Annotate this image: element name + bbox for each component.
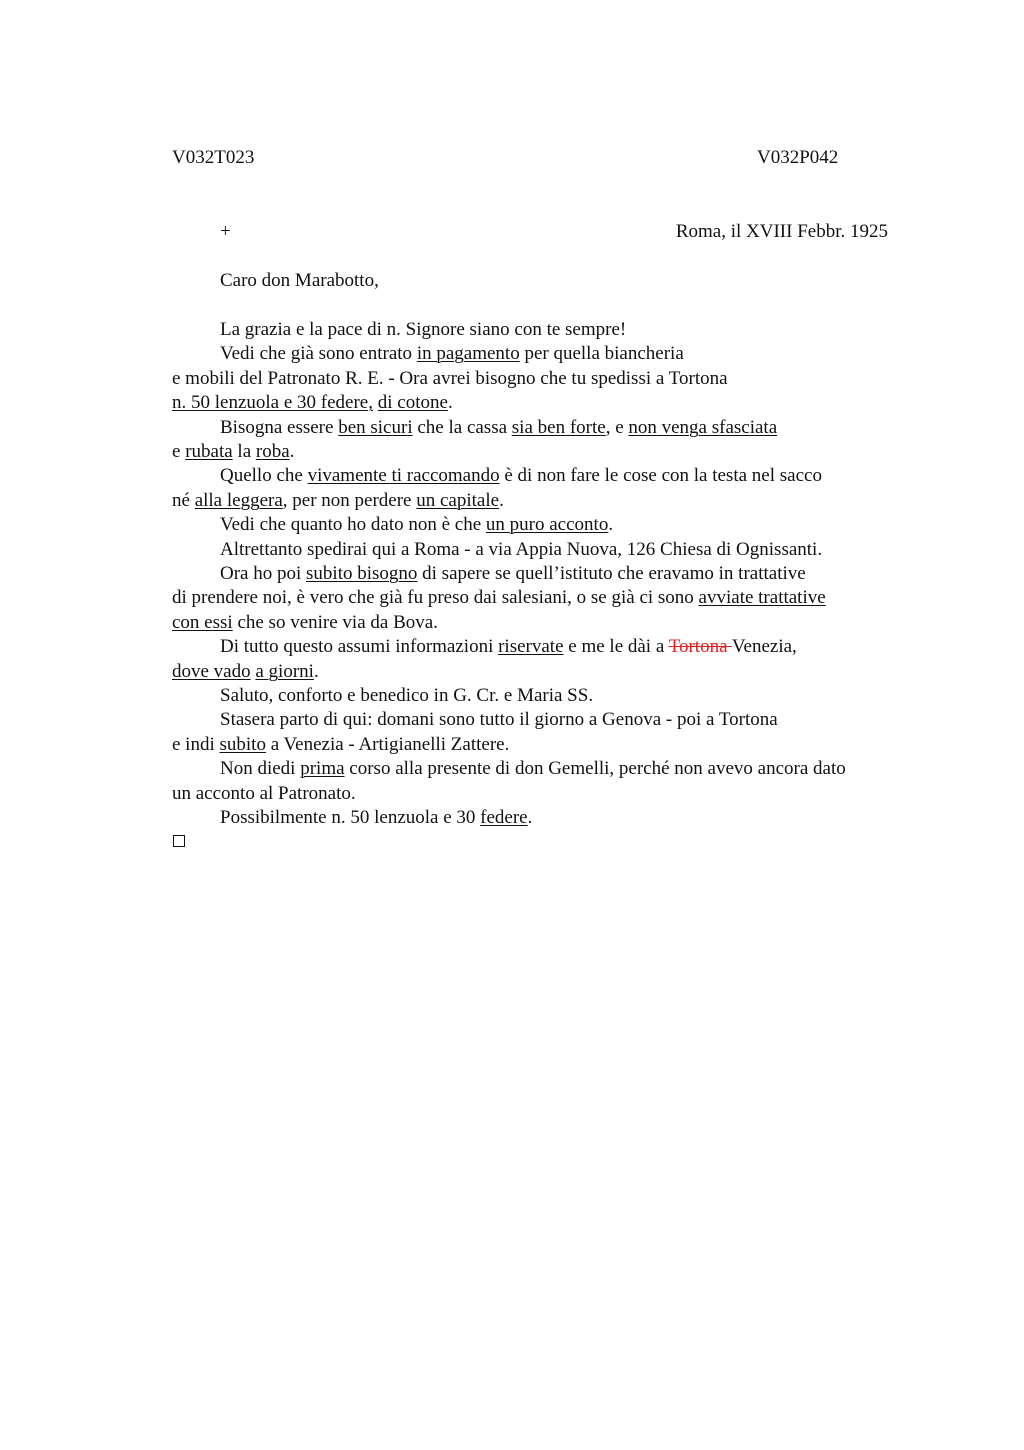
line-text: e indi xyxy=(172,734,220,755)
line-text: Quello che xyxy=(220,465,308,486)
underlined-text: prima xyxy=(300,758,345,779)
line-text: Vedi che già sono entrato xyxy=(220,343,417,364)
underlined-text: rubata xyxy=(185,441,233,462)
letter-line xyxy=(172,367,728,391)
line-text: un acconto al Patronato. xyxy=(172,783,356,804)
line-text: La grazia e la pace di n. Signore siano con te sempre! xyxy=(220,319,627,340)
line-text: , e xyxy=(605,417,629,438)
line-text: è di non fare le cose con la testa nel sacco xyxy=(499,465,822,486)
underlined-text: n. 50 lenzuola e 30 federe, xyxy=(172,392,373,413)
line-text: e xyxy=(172,441,186,462)
letter-line xyxy=(172,391,453,415)
underlined-text: ben sicuri xyxy=(338,417,413,438)
letter-line xyxy=(220,562,806,586)
line-text: Stasera parto di qui: domani sono tutto il giorno a Genova - poi a Tortona xyxy=(220,709,778,730)
end-of-letter-box xyxy=(173,835,185,847)
letter-line xyxy=(220,464,822,488)
deleted-text: Tortona xyxy=(668,636,732,657)
underlined-text: a giorni xyxy=(255,661,314,682)
line-text: Di tutto questo assumi informazioni xyxy=(220,636,499,657)
line-text: Non diedi xyxy=(220,758,301,779)
line-text: che la cassa xyxy=(412,417,512,438)
line-text: né xyxy=(172,490,195,511)
underlined-text: non venga sfasciata xyxy=(628,417,778,438)
document-code-right: V032P042 xyxy=(757,147,839,168)
underlined-text: sia ben forte xyxy=(511,417,606,438)
underlined-text: roba xyxy=(255,441,290,462)
letter-line xyxy=(172,782,356,806)
cross-mark: + xyxy=(220,221,231,242)
letter-line xyxy=(172,733,509,757)
letter-line xyxy=(220,708,778,732)
line-text: che so venire via da Bova. xyxy=(232,612,438,633)
line-text: di sapere se quell’istituto che eravamo in trattative xyxy=(417,563,806,584)
letter-line xyxy=(220,342,684,366)
underlined-text: dove vado xyxy=(172,661,251,682)
line-text: e me le dài a xyxy=(563,636,669,657)
line-text: corso alla presente di don Gemelli, perché non avevo ancora dato xyxy=(344,758,846,779)
line-text: e mobili del Patronato R. E. - Ora avrei bisogno che tu spedissi a Tortona xyxy=(172,368,728,389)
letter-line xyxy=(220,318,626,342)
underlined-text: subito bisogno xyxy=(306,563,418,584)
letter-line xyxy=(172,660,319,684)
underlined-text: avviate trattative xyxy=(698,587,826,608)
letter-line xyxy=(220,806,532,830)
line-text: . xyxy=(289,441,295,462)
line-text: la xyxy=(232,441,256,462)
letter-line xyxy=(220,416,777,440)
line-text: Bisogna essere xyxy=(220,417,339,438)
underlined-text: vivamente ti raccomando xyxy=(307,465,500,486)
underlined-text: con essi xyxy=(172,612,233,633)
line-text: . xyxy=(499,490,504,511)
underlined-text: alla leggera xyxy=(194,490,283,511)
letter-line xyxy=(172,611,438,635)
line-text: . xyxy=(447,392,453,413)
line-text: , per non perdere xyxy=(282,490,417,511)
underlined-text: un capitale xyxy=(416,490,500,511)
line-text: Vedi che quanto ho dato non è che xyxy=(220,514,486,535)
line-text: per quella biancheria xyxy=(519,343,684,364)
letter-date: Roma, il XVIII Febbr. 1925 xyxy=(675,221,888,242)
letter-line xyxy=(220,635,797,659)
underlined-text: subito xyxy=(219,734,266,755)
line-text: Saluto, conforto e benedico in G. Cr. e Maria SS. xyxy=(220,685,594,706)
letter-line xyxy=(220,684,593,708)
line-text: . xyxy=(527,807,533,828)
underlined-text: federe xyxy=(480,807,528,828)
line-text: Altrettanto spedirai qui a Roma - a via Appia Nuova, 126 Chiesa di Ognissanti. xyxy=(220,539,823,560)
line-text: . xyxy=(313,661,319,682)
line-text: Venezia, xyxy=(731,636,797,657)
underlined-text: riservate xyxy=(498,636,564,657)
letter-line xyxy=(172,489,504,513)
letter-line xyxy=(172,440,294,464)
underlined-text: in pagamento xyxy=(416,343,520,364)
line-text: Ora ho poi xyxy=(220,563,307,584)
underlined-text: un puro acconto xyxy=(485,514,609,535)
letter-line xyxy=(172,586,826,610)
letter-line xyxy=(220,757,846,781)
line-text: di prendere noi, è vero che già fu preso dai salesiani, o se già ci sono xyxy=(172,587,699,608)
letter-salutation: Caro don Marabotto, xyxy=(220,270,379,291)
line-text: Possibilmente n. 50 lenzuola e 30 xyxy=(220,807,481,828)
underlined-text: di cotone xyxy=(377,392,448,413)
line-text: . xyxy=(608,514,614,535)
line-text: a Venezia - Artigianelli Zattere. xyxy=(265,734,510,755)
letter-line xyxy=(220,513,613,537)
document-code-left: V032T023 xyxy=(172,147,255,168)
letter-line xyxy=(220,538,822,562)
